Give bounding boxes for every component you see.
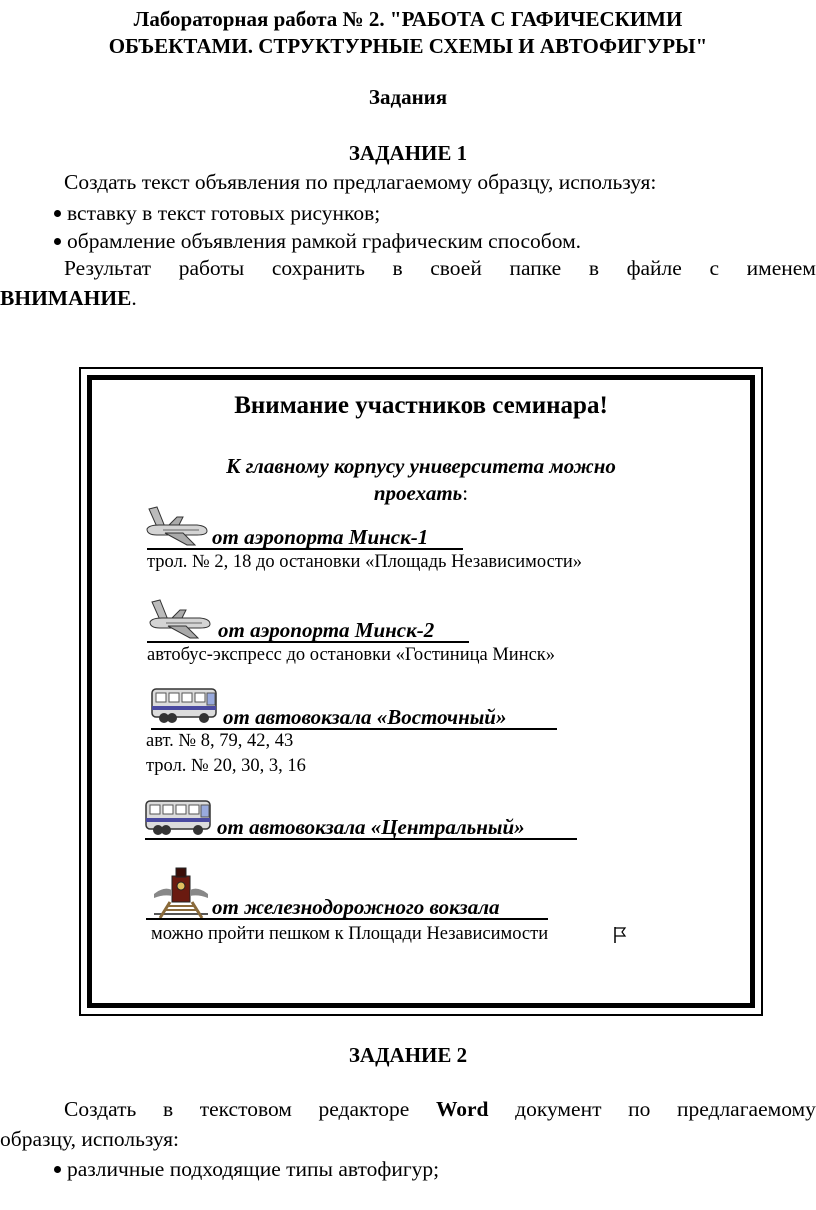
task2-line1 — [64, 1097, 816, 1122]
airplane-icon — [143, 503, 209, 549]
word: файле — [626, 256, 682, 280]
announcement-subtitle-line1: К главному корпусу университета можно — [226, 454, 616, 478]
route3-detail-1: авт. № 8, 79, 42, 43 — [146, 731, 294, 751]
word: редакторе — [318, 1097, 410, 1121]
filename-suffix: . — [131, 286, 137, 310]
pedestrian-icon — [612, 926, 628, 944]
route3-detail-2: трол. № 20, 30, 3, 16 — [146, 756, 306, 776]
subtitle-colon: : — [462, 481, 469, 505]
bus-icon — [144, 799, 214, 839]
word: Создать — [64, 1097, 137, 1121]
subtitle-word: проехать — [373, 481, 463, 505]
bullet-text: различные подходящие типы автофигур; — [67, 1157, 440, 1181]
announcement-title: Внимание участников семинара! — [234, 392, 608, 419]
task1-result-line — [64, 256, 816, 281]
task1-bullet-1 — [54, 199, 380, 227]
route1-label: от аэропорта Минск-1 — [212, 525, 429, 549]
task1-intro: Создать текст объявления по предлагаемому образцу, используя: — [64, 170, 657, 194]
doc-title-line1: Лабораторная работа № 2. "РАБОТА С ГАФИЧЕСКИМИ — [133, 7, 683, 31]
bullet-text: вставку в текст готовых рисунков; — [67, 201, 381, 225]
bullet-icon — [54, 210, 61, 217]
bullet-icon — [54, 1166, 61, 1173]
route5-label: от железнодорожного вокзала — [212, 895, 500, 919]
route5-detail: можно пройти пешком к Площади Независимости — [151, 924, 549, 944]
route4-label: от автовокзала «Центральный» — [217, 815, 525, 839]
word: папке — [509, 256, 562, 280]
route2-label: от аэропорта Минск-2 — [218, 618, 435, 642]
word: сохранить — [271, 256, 365, 280]
bus-icon — [150, 687, 220, 727]
task2-bullet-1 — [54, 1155, 439, 1183]
word: Результат — [64, 256, 152, 280]
task1-heading: ЗАДАНИЕ 1 — [348, 141, 468, 165]
word: по — [628, 1097, 651, 1121]
word: в — [162, 1097, 174, 1121]
task1-bullet-2 — [54, 227, 581, 255]
bullet-icon — [54, 238, 61, 245]
route3-label: от автовокзала «Восточный» — [223, 705, 507, 729]
doc-title-line2: ОБЪЕКТАМИ. СТРУКТУРНЫЕ СХЕМЫ И АВТОФИГУРЫ" — [108, 34, 708, 58]
route2-detail: автобус-экспресс до остановки «Гостиница Минск» — [147, 645, 556, 665]
filename: ВНИМАНИЕ — [0, 286, 132, 310]
word-bold: Word — [435, 1097, 489, 1121]
route1-detail: трол. № 2, 18 до остановки «Площадь Независимости» — [147, 552, 583, 572]
word: в — [392, 256, 403, 280]
bullet-text: обрамление объявления рамкой графическим способом. — [67, 229, 582, 253]
word: в — [588, 256, 599, 280]
task1-filename-line — [0, 284, 137, 312]
task2-heading: ЗАДАНИЕ 2 — [348, 1043, 468, 1067]
word: предлагаемому — [676, 1097, 816, 1121]
tasks-heading: Задания — [368, 85, 448, 109]
train-icon — [150, 864, 212, 920]
word: работы — [178, 256, 245, 280]
word: текстовом — [199, 1097, 292, 1121]
task2-line2: образцу, используя: — [0, 1127, 180, 1151]
word: с — [709, 256, 719, 280]
word: именем — [746, 256, 816, 280]
word: документ — [515, 1097, 602, 1121]
word: своей — [430, 256, 482, 280]
airplane-icon — [146, 596, 212, 642]
